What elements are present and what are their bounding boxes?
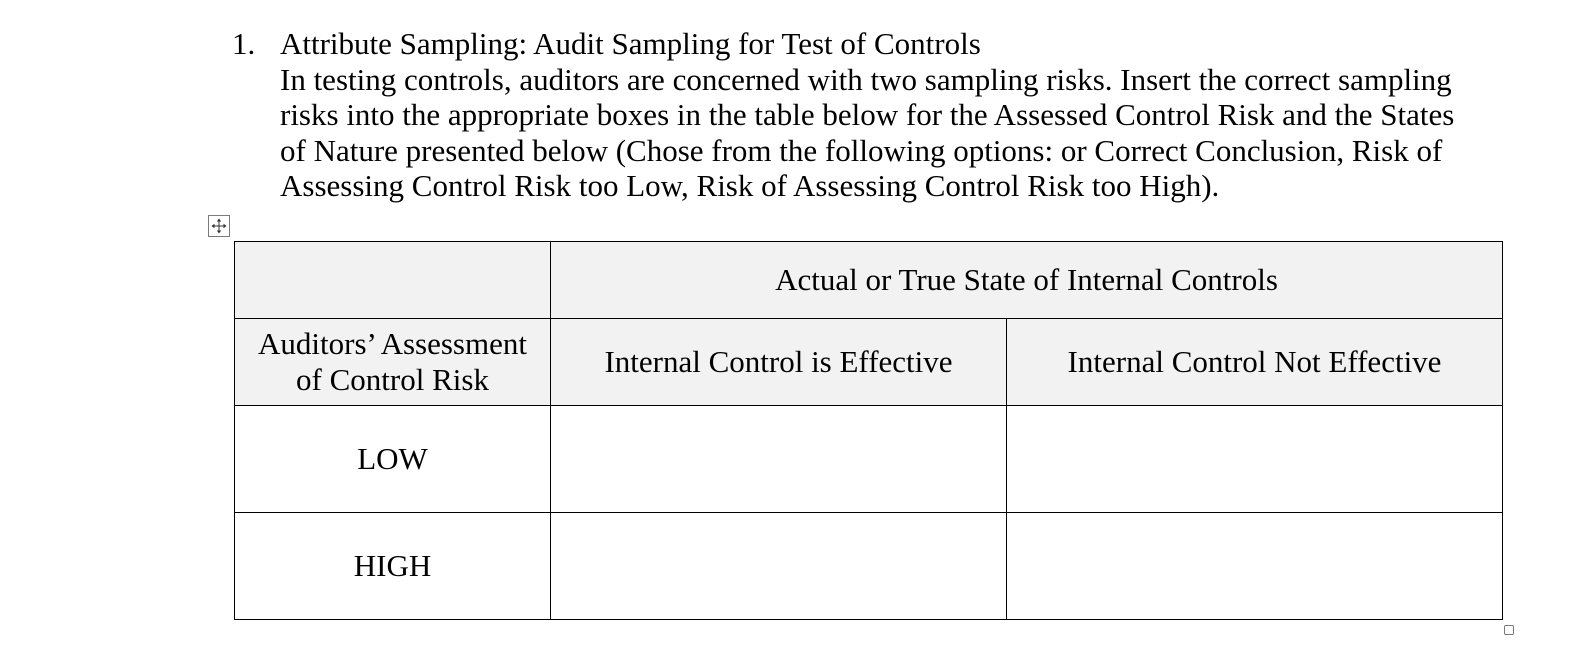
assessment-header-line2: of Control Risk: [296, 362, 489, 397]
question-body-line: Assessing Control Risk too Low, Risk of Assessing Control Risk too High).: [280, 168, 1220, 203]
table-move-handle-icon[interactable]: [208, 215, 230, 237]
sampling-risk-table: [234, 241, 1503, 620]
col-header-effective: Internal Control is Effective: [551, 319, 1007, 406]
question-title-line: [232, 26, 1472, 62]
question-body-line: of Nature presented below (Chose from the following options: or Correct Conclusion, Risk of: [280, 132, 1443, 168]
question-number: 1.: [232, 26, 256, 61]
table-subheader-row: [235, 319, 1503, 406]
answer-cell-low-not-effective[interactable]: [1007, 406, 1503, 513]
assessment-header-line1: Auditors’ Assessment: [258, 326, 527, 361]
col-header-not-effective: Internal Control Not Effective: [1007, 319, 1503, 406]
empty-corner-cell: [235, 242, 551, 319]
row-label-low: LOW: [235, 406, 551, 513]
row-label-high: HIGH: [235, 513, 551, 620]
table-row-low: [235, 406, 1503, 513]
question-title: Attribute Sampling: Audit Sampling for Test of Controls: [280, 26, 981, 61]
move-arrows-icon: [211, 218, 227, 234]
answer-cell-low-effective[interactable]: [551, 406, 1007, 513]
assessment-header-cell: [235, 319, 551, 406]
answer-cell-high-not-effective[interactable]: [1007, 513, 1503, 620]
question-block: [232, 26, 1472, 204]
table-row-high: [235, 513, 1503, 620]
question-body-line: In testing controls, auditors are concerned with two sampling risks. Insert the correct sampling: [280, 61, 1452, 97]
true-state-header: Actual or True State of Internal Controls: [551, 242, 1503, 319]
question-body-line: risks into the appropriate boxes in the table below for the Assessed Control Risk and the States: [280, 97, 1455, 132]
table-header-row: [235, 242, 1503, 319]
answer-cell-high-effective[interactable]: [551, 513, 1007, 620]
table-resize-handle-icon[interactable]: [1504, 625, 1514, 635]
